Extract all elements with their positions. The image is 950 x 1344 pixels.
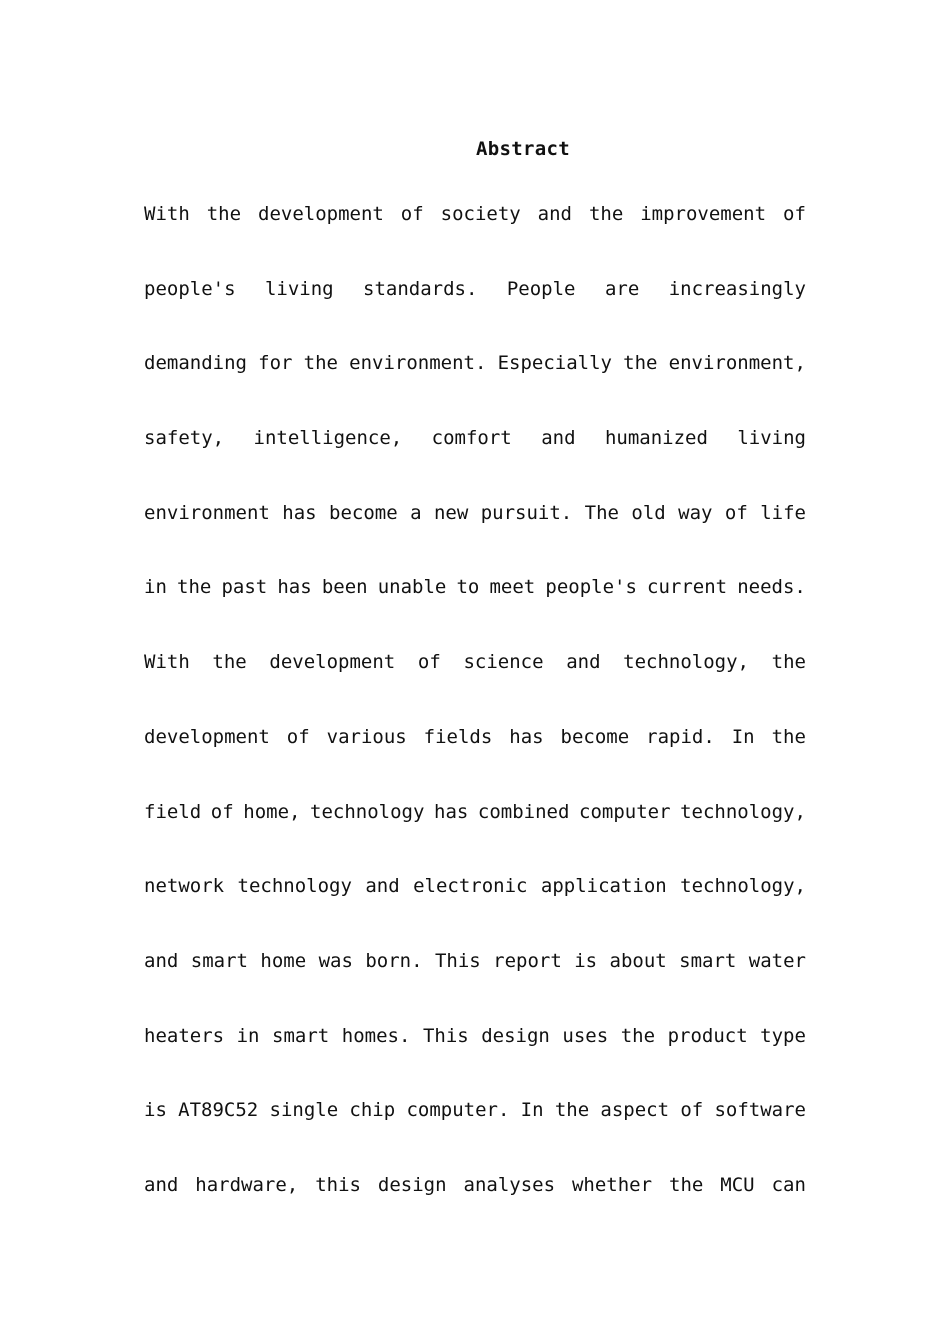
text-line xyxy=(144,1023,806,1098)
word: in xyxy=(144,576,167,599)
word: pursuit. xyxy=(480,501,573,524)
word: unable xyxy=(377,576,447,599)
word: technology xyxy=(310,800,425,823)
word: the xyxy=(212,651,247,674)
word: network xyxy=(144,875,225,898)
word: In xyxy=(520,1099,544,1122)
word: humanized xyxy=(604,427,708,450)
word: the xyxy=(177,576,212,599)
word: smart xyxy=(272,1024,330,1047)
word: a xyxy=(410,501,422,524)
word: safety, xyxy=(144,427,225,450)
word: and xyxy=(566,651,601,674)
word: environment, xyxy=(668,352,806,375)
word: intelligence, xyxy=(253,427,403,450)
word: standards. xyxy=(363,277,478,300)
word: type xyxy=(760,1024,806,1047)
word: technology, xyxy=(680,800,806,823)
word: development xyxy=(258,203,384,225)
text-line xyxy=(144,1097,806,1172)
text-line xyxy=(144,724,806,799)
text-line xyxy=(144,574,806,649)
word: water xyxy=(748,949,806,972)
word: and xyxy=(144,1173,179,1196)
word: hardware, xyxy=(195,1173,299,1196)
word: past xyxy=(221,576,268,599)
abstract-body xyxy=(144,201,806,1247)
word: society xyxy=(440,203,521,225)
word: chip xyxy=(349,1099,396,1122)
word: of xyxy=(417,651,441,674)
word: and xyxy=(541,427,576,450)
word: comfort xyxy=(431,427,512,450)
word: born. xyxy=(365,949,423,972)
word: rapid. xyxy=(646,725,715,748)
word: way xyxy=(678,501,713,524)
word: smart xyxy=(679,949,737,972)
word: is xyxy=(144,1099,167,1122)
text-line xyxy=(144,1172,806,1247)
word: are xyxy=(604,277,640,300)
word: technology xyxy=(237,875,352,898)
word: old xyxy=(631,501,666,524)
word: has xyxy=(282,501,317,524)
word: about xyxy=(609,949,667,972)
word: meet xyxy=(489,576,536,599)
word: and xyxy=(365,875,400,898)
word: become xyxy=(329,501,398,524)
word: technology, xyxy=(680,875,806,898)
word: in xyxy=(236,1024,260,1047)
word: With xyxy=(144,203,190,225)
word: With xyxy=(144,651,190,674)
word: has xyxy=(277,576,312,599)
word: needs. xyxy=(737,576,806,599)
word: new xyxy=(433,501,469,524)
word: can xyxy=(771,1173,806,1196)
word: software xyxy=(714,1099,806,1122)
word: the xyxy=(620,1024,656,1047)
word: the xyxy=(669,1173,704,1196)
word: In xyxy=(731,725,755,748)
word: the xyxy=(554,1099,590,1122)
text-line xyxy=(144,350,806,425)
word: has xyxy=(434,800,469,823)
word: the xyxy=(771,725,806,748)
word: people's xyxy=(545,576,637,599)
word: development xyxy=(269,651,396,674)
word: report xyxy=(493,949,562,972)
text-line xyxy=(144,201,806,276)
word: people's xyxy=(144,277,236,300)
word: uses xyxy=(562,1024,609,1047)
word: the xyxy=(588,203,624,225)
word: heaters xyxy=(144,1024,225,1047)
word: combined xyxy=(477,800,570,823)
word: and xyxy=(537,203,572,225)
word: electronic xyxy=(413,875,528,898)
word: current xyxy=(647,576,728,599)
word: was xyxy=(318,949,353,972)
word: become xyxy=(560,725,630,748)
word: been xyxy=(321,576,368,599)
word: Especially xyxy=(497,352,612,375)
word: field xyxy=(144,800,202,823)
word: life xyxy=(760,501,806,524)
word: of xyxy=(400,203,424,225)
word: product xyxy=(667,1024,748,1047)
word: smart xyxy=(190,949,248,972)
word: analyses xyxy=(463,1173,556,1196)
word: is xyxy=(574,949,598,972)
word: of xyxy=(286,725,310,748)
word: the xyxy=(303,352,338,375)
word: The xyxy=(584,501,619,524)
word: the xyxy=(771,651,806,674)
word: science xyxy=(463,651,544,674)
word: living xyxy=(737,427,806,450)
word: environment xyxy=(144,501,270,524)
word: single xyxy=(269,1099,339,1122)
word: application xyxy=(540,875,667,898)
word: This xyxy=(422,1024,469,1047)
word: the xyxy=(623,352,658,375)
word: of xyxy=(210,800,234,823)
text-line xyxy=(144,649,806,724)
text-line xyxy=(144,276,806,351)
text-line xyxy=(144,948,806,1023)
word: of xyxy=(724,501,748,524)
word: for xyxy=(258,352,293,375)
word: this xyxy=(315,1173,361,1196)
word: fields xyxy=(423,725,493,748)
word: has xyxy=(509,725,544,748)
word: computer. xyxy=(406,1099,510,1122)
text-line xyxy=(144,425,806,500)
text-line xyxy=(144,873,806,948)
word: environment. xyxy=(349,352,487,375)
word: improvement xyxy=(640,203,767,225)
word: home, xyxy=(243,800,301,823)
word: of xyxy=(783,203,806,225)
word: MCU xyxy=(720,1173,755,1196)
word: development xyxy=(144,725,270,748)
word: This xyxy=(434,949,481,972)
word: homes. xyxy=(341,1024,411,1047)
abstract-title: Abstract xyxy=(476,138,570,160)
word: various xyxy=(326,725,407,748)
word: design xyxy=(377,1173,447,1196)
word: demanding xyxy=(144,352,247,375)
word: to xyxy=(456,576,480,599)
word: and xyxy=(144,949,179,972)
word: People xyxy=(506,277,576,300)
word: home xyxy=(260,949,307,972)
word: increasingly xyxy=(668,277,806,300)
text-line xyxy=(144,799,806,874)
word: design xyxy=(481,1024,550,1047)
text-line xyxy=(144,500,806,575)
word: whether xyxy=(571,1173,653,1196)
word: aspect xyxy=(600,1099,670,1122)
word: the xyxy=(206,203,242,225)
word: AT89C52 xyxy=(178,1099,259,1122)
word: of xyxy=(680,1099,704,1122)
word: technology, xyxy=(623,651,750,674)
word: living xyxy=(264,277,334,300)
word: computer xyxy=(579,800,671,823)
